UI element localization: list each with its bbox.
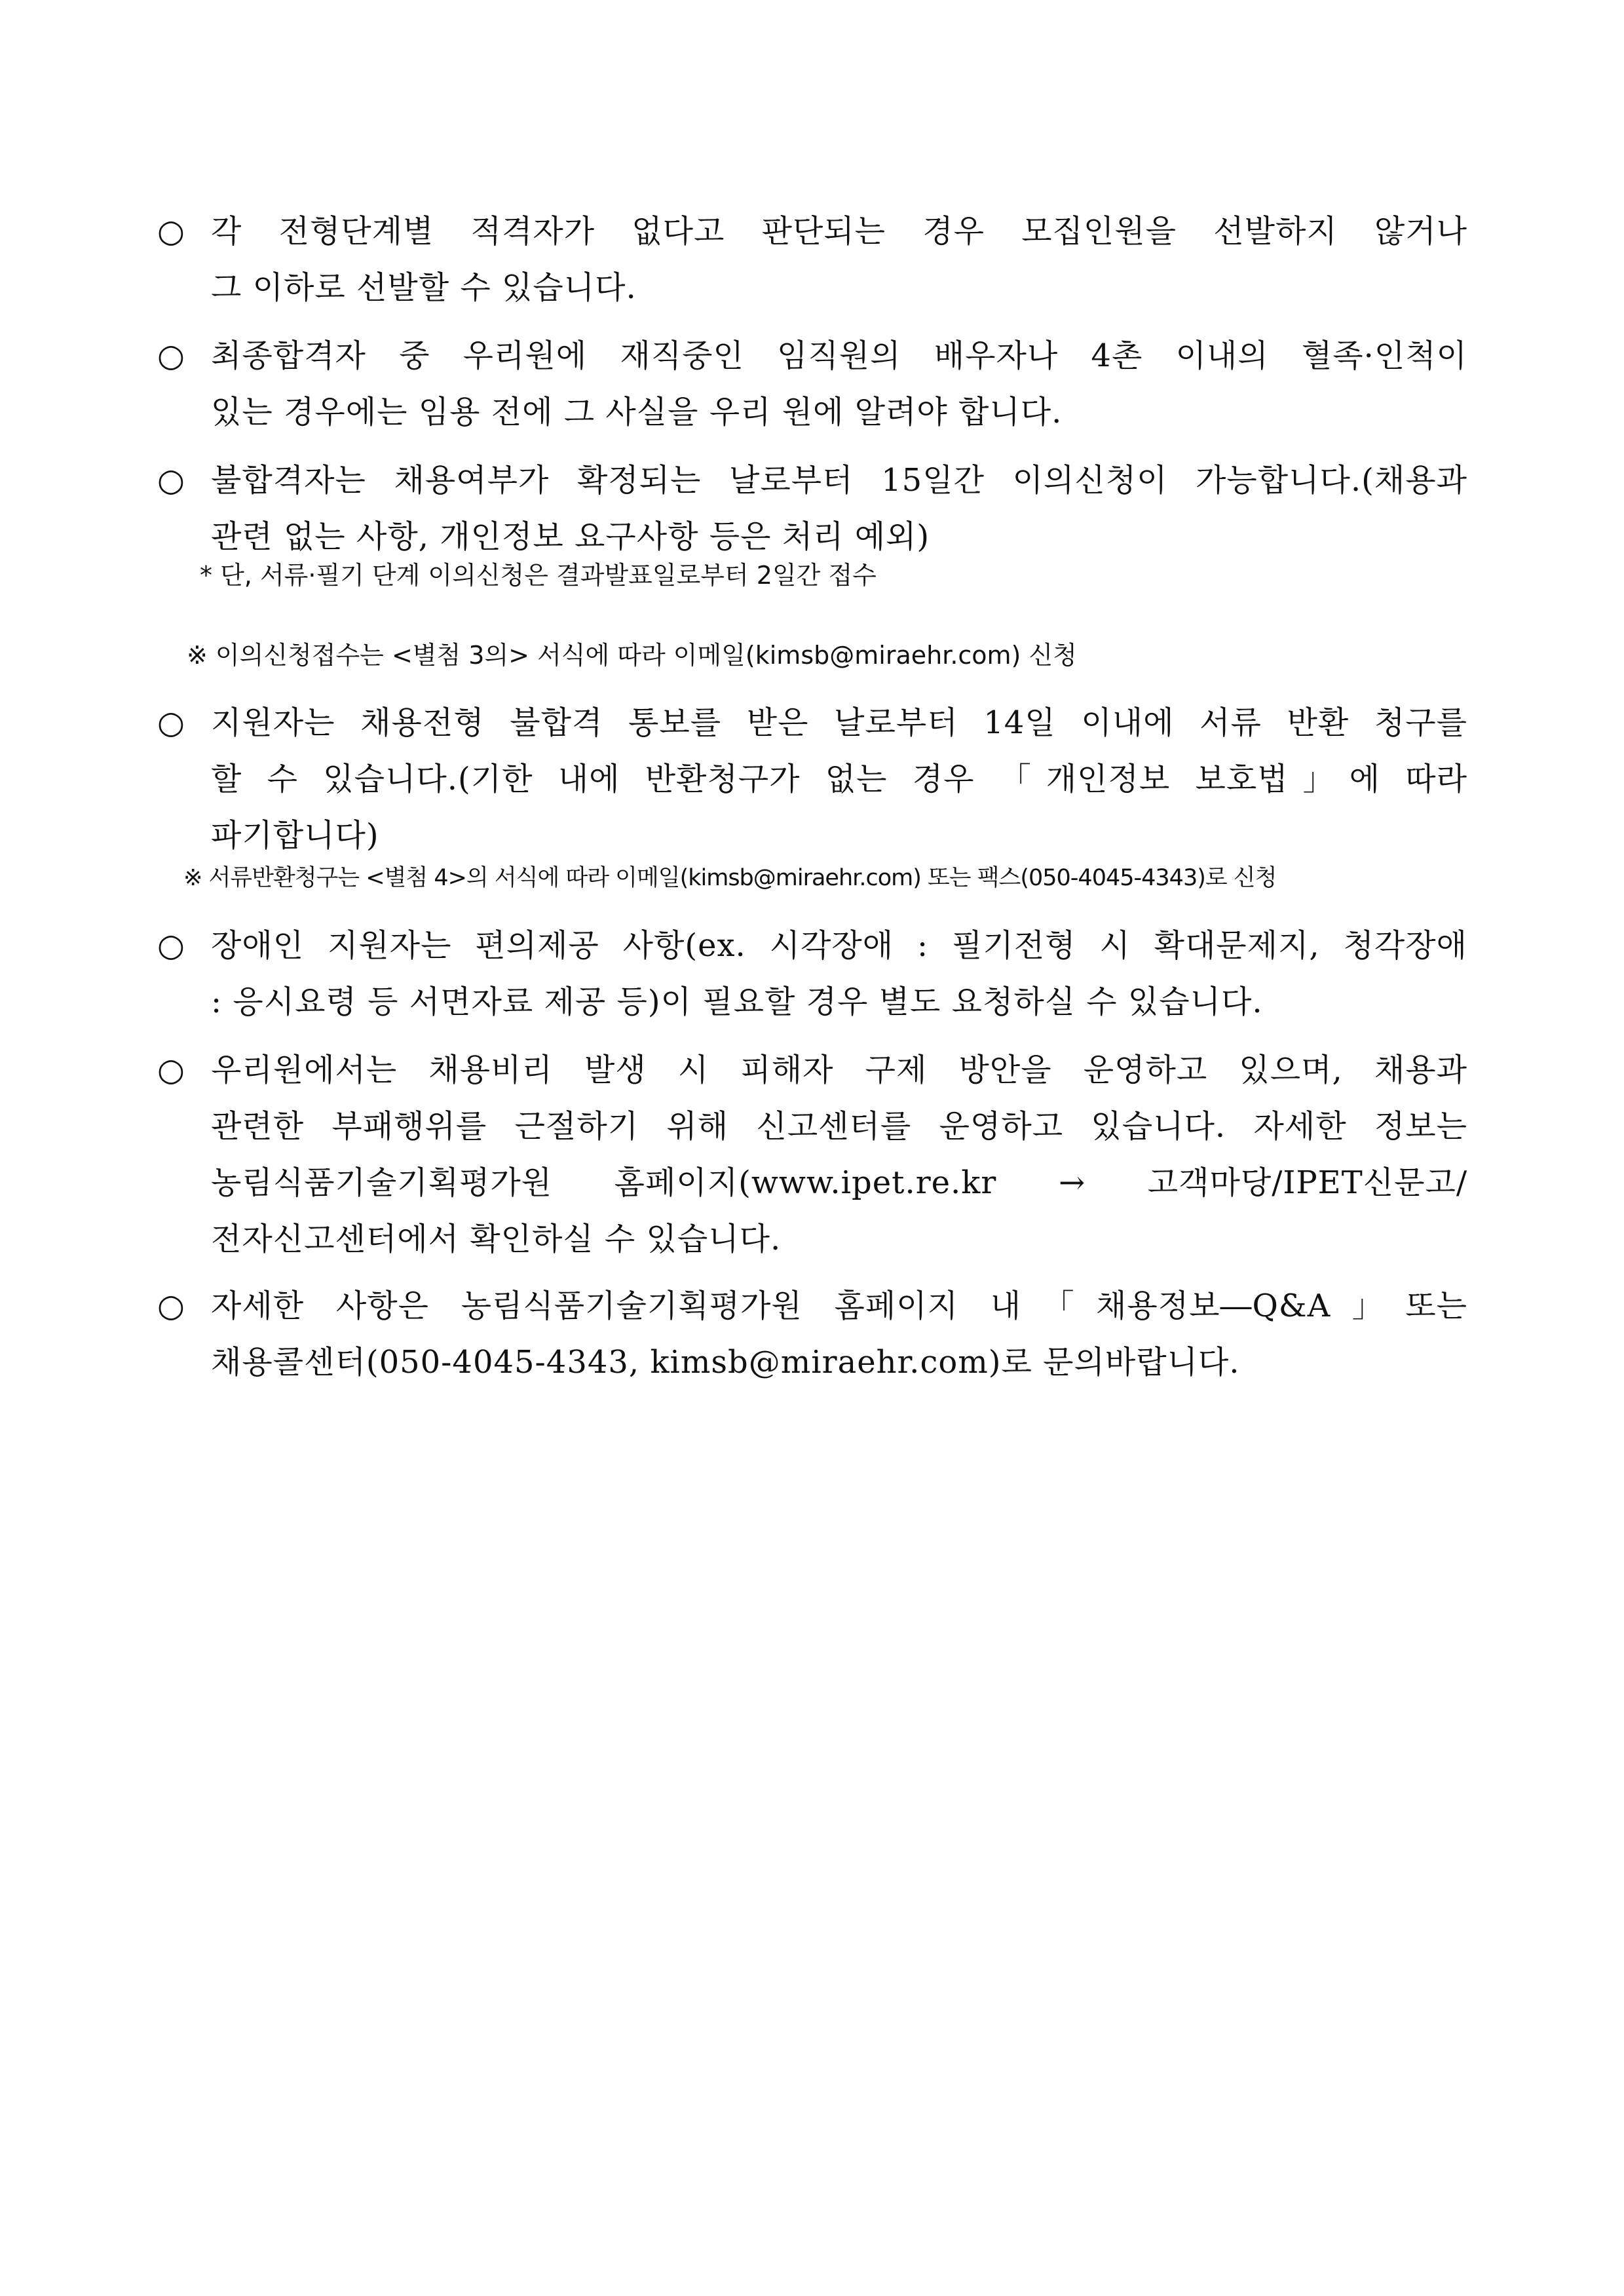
item-text-line: 장애인 지원자는 편의제공 사항(ex. 시각장애 : 필기전형 시 확대문제지, 청각장애 (211, 927, 1467, 964)
item-text-line: 그 이하로 선발할 수 있습니다. (211, 269, 637, 306)
item-text-line: 관련한 부패행위를 근절하기 위해 신고센터를 운영하고 있습니다. 자세한 정보는 (211, 1108, 1467, 1145)
item-text-line: 관련 없는 사항, 개인정보 요구사항 등은 처리 예외) (211, 518, 930, 555)
document-return-note: ※ 서류반환청구는 <별첨 4>의 서식에 따라 이메일(kimsb@miraehr.com) 또는 팩스(050-4045-4343)로 신청 (183, 865, 1277, 891)
item-text-line: 불합격자는 채용여부가 확정되는 날로부터 15일간 이의신청이 가능합니다.(채용과 (211, 462, 1467, 499)
item-text-line: 있는 경우에는 임용 전에 그 사실을 우리 원에 알려야 합니다. (211, 394, 1063, 430)
item-text-line: 각 전형단계별 적격자가 없다고 판단되는 경우 모집인원을 선발하지 않거나 (211, 213, 1467, 250)
circle-bullet-icon: ○ (157, 213, 185, 250)
item-text-line: 자세한 사항은 농림식품기술기획평가원 홈페이지 내「채용정보―Q&A」또는 (211, 1288, 1467, 1324)
item-text-line: : 응시요령 등 서면자료 제공 등)이 필요할 경우 별도 요청하실 수 있습니다. (211, 984, 1263, 1020)
circle-bullet-icon: ○ (157, 927, 185, 964)
item-text-line: 농림식품기술기획평가원 홈페이지(www.ipet.re.kr → 고객마당/IPET신문고/ (211, 1164, 1467, 1201)
item-text-line: 지원자는 채용전형 불합격 통보를 받은 날로부터 14일 이내에 서류 반환 청구를 (211, 704, 1467, 741)
circle-bullet-icon: ○ (157, 462, 185, 499)
circle-bullet-icon: ○ (157, 704, 185, 741)
item-text-line: 우리원에서는 채용비리 발생 시 피해자 구제 방안을 운영하고 있으며, 채용과 (211, 1052, 1467, 1088)
objection-period-subnote: * 단, 서류·필기 단계 이의신청은 결과발표일로부터 2일간 접수 (200, 561, 877, 590)
circle-bullet-icon: ○ (157, 1288, 185, 1324)
item-text-line: 전자신고센터에서 확인하실 수 있습니다. (211, 1221, 782, 1257)
objection-submission-note: ※ 이의신청접수는 <별첨 3의> 서식에 따라 이메일(kimsb@miraehr.com) 신청 (187, 641, 1077, 670)
circle-bullet-icon: ○ (157, 337, 185, 374)
circle-bullet-icon: ○ (157, 1052, 185, 1088)
item-text-line: 파기합니다) (211, 817, 379, 854)
item-text-line: 최종합격자 중 우리원에 재직중인 임직원의 배우자나 4촌 이내의 혈족·인척이 (211, 337, 1467, 374)
item-text-line: 할 수 있습니다.(기한 내에 반환청구가 없는 경우 「개인정보 보호법」에 따라 (211, 761, 1467, 797)
item-text-line: 채용콜센터(050-4045-4343, kimsb@miraehr.com)로 문의바랍니다. (211, 1344, 1240, 1381)
